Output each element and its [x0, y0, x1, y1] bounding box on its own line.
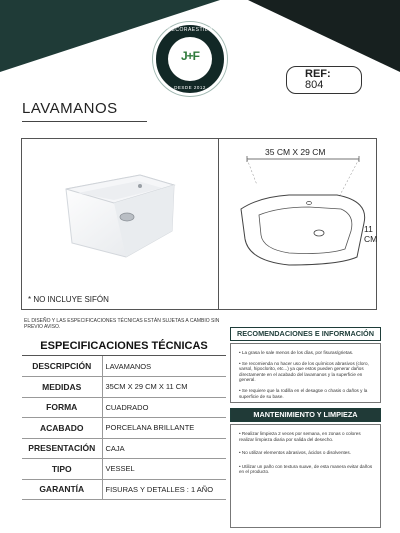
table-row	[22, 356, 226, 377]
spec-value: FISURAS Y DETALLES : 1 AÑO	[102, 479, 226, 500]
recommendation-item: • Se recomienda no hacer uso de los químicos abrasivos (cloro, varsol, hipoclorito, etc...) ya que estos pueden generar daños directamente en el acabado del lavamanos y la superficie en general.	[239, 361, 375, 383]
recommendation-item: • La grasa le sale menos de los días, por fisuras/grietas.	[239, 350, 375, 356]
logo-monogram: J+F	[180, 49, 199, 63]
brand-logo	[153, 22, 227, 96]
page-title: LAVAMANOS	[22, 100, 118, 117]
sink-photo	[22, 139, 218, 289]
table-row	[22, 418, 226, 439]
recommendations-panel	[230, 343, 381, 403]
spec-key: PRESENTACIÓN	[22, 438, 102, 459]
reference-number: 804	[305, 79, 324, 91]
no-siphon-note: * NO INCLUYE SIFÓN	[28, 295, 109, 304]
maintenance-item: • No utilizar elementos abrasivos, ácidos o disolventes.	[239, 450, 375, 456]
recommendations-header: RECOMENDACIONES E INFORMACIÓN	[230, 327, 381, 341]
reference-badge	[286, 66, 362, 94]
recommendation-item: • Se requiere que la rodilla en el desagüe o chasis o daños y la superficie de su base.	[239, 388, 375, 399]
logo-arc-top-text: DECORAESTILO	[167, 27, 213, 33]
disclaimer-text: EL DISEÑO Y LAS ESPECIFICACIONES TÉCNICAS ESTÁN SUJETAS A CAMBIO SIN PREVIO AVISO.	[24, 318, 220, 330]
table-row	[22, 397, 226, 418]
table-row	[22, 479, 226, 500]
spec-value: CUADRADO	[102, 397, 226, 418]
spec-value: 35CM X 29 CM X 11 CM	[102, 377, 226, 398]
maintenance-item: • Realizar limpieza 2 veces por semana, en zonas o colores realizar limpieza diaria por salida del desecho.	[239, 431, 375, 442]
spec-key: TIPO	[22, 459, 102, 480]
table-row	[22, 459, 226, 480]
spec-value: PORCELANA BRILLANTE	[102, 418, 226, 439]
reference-label: REF:	[305, 68, 331, 80]
maintenance-header: MANTENIMIENTO Y LIMPIEZA	[230, 408, 381, 422]
product-panel	[21, 138, 377, 310]
maintenance-panel	[230, 424, 381, 528]
spec-key: MEDIDAS	[22, 377, 102, 398]
spec-key: GARANTÍA	[22, 479, 102, 500]
title-underline	[22, 121, 147, 122]
table-row	[22, 438, 226, 459]
sink-drawing	[219, 139, 379, 309]
spec-key: FORMA	[22, 397, 102, 418]
spec-value: LAVAMANOS	[102, 356, 226, 377]
specs-table	[22, 356, 226, 500]
height-dimension-label: 11 CM	[364, 224, 378, 244]
table-row	[22, 377, 226, 398]
logo-inner-circle	[168, 37, 212, 81]
spec-value: CAJA	[102, 438, 226, 459]
specs-title: ESPECIFICACIONES TÉCNICAS	[40, 340, 208, 352]
logo-arc-bottom-text: DESDE 2012	[174, 85, 206, 90]
spec-value: VESSEL	[102, 459, 226, 480]
spec-key: DESCRIPCIÓN	[22, 356, 102, 377]
spec-key: ACABADO	[22, 418, 102, 439]
maintenance-item: • Utilizar un paño con textura suave, de esta manera evitar daños en el producto.	[239, 464, 375, 475]
width-dimension-label: 35 CM X 29 CM	[265, 147, 326, 157]
